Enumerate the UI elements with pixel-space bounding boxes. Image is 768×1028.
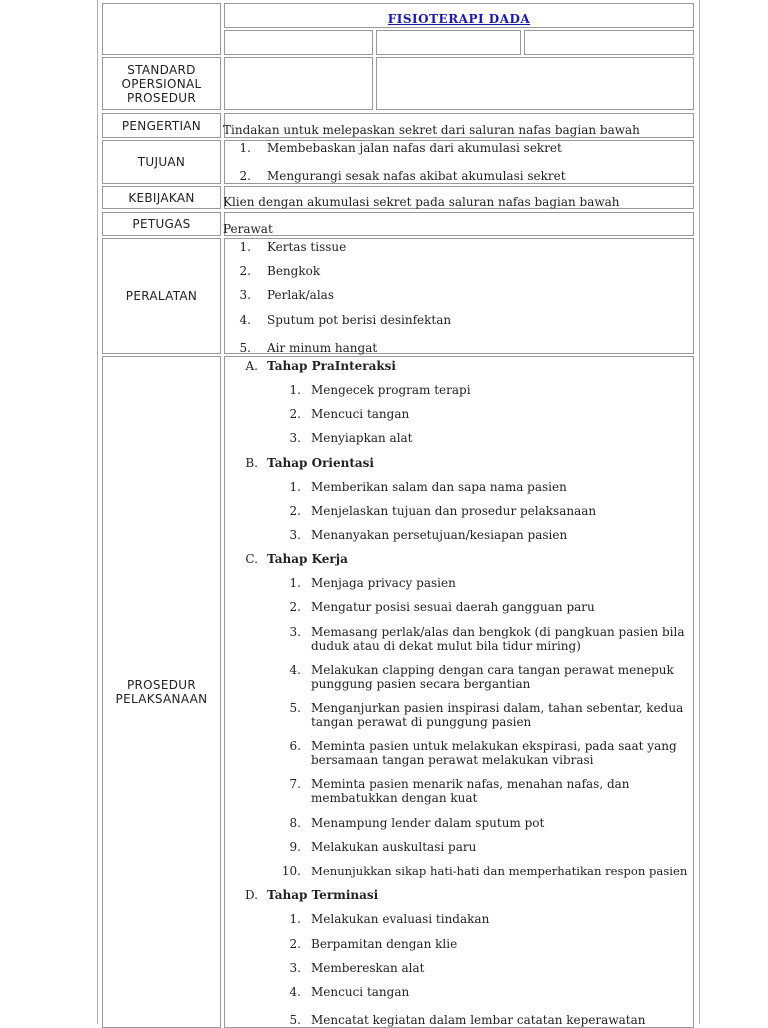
c-item-10: Menunjukkan sikap hati-hati dan memperhatikan respon pasien [311,864,688,878]
peralatan-num-5: 5. [239,341,251,355]
section-d-letter: D. [244,888,258,902]
header-subcell-3 [524,30,694,55]
d-item-3: Membereskan alat [311,961,425,975]
d-num-2: 2. [289,937,301,951]
c-num-8: 8. [289,816,301,830]
section-b-letter: B. [245,456,258,470]
b-num-2: 2. [289,504,301,518]
tujuan-cell [224,140,694,184]
d-item-2: Berpamitan dengan klie [311,937,458,951]
c-num-7: 7. [289,777,301,791]
kebijakan-text: Klien dengan akumulasi sekret pada saluran nafas bagian bawah [223,195,620,209]
c-item-5b: tangan perawat di punggung pasien [311,715,532,729]
sop-cell-2 [376,57,694,110]
document-title: FISIOTERAPI DADA [387,12,531,26]
peralatan-cell [224,238,694,354]
kebijakan-label-cell [102,186,221,209]
peralatan-item-1: Kertas tissue [267,240,347,254]
section-c-title: Tahap Kerja [267,552,348,566]
header-subcell-1 [224,30,373,55]
d-num-1: 1. [289,912,301,926]
prosedur-label-line1: PROSEDUR [127,678,196,692]
prosedur-cell [224,356,694,1028]
a-item-2: Mencuci tangan [311,407,410,421]
tujuan-label-cell [102,140,221,184]
c-item-3a: Memasang perlak/alas dan bengkok (di pangkuan pasien bila [311,625,685,639]
d-num-5: 5. [289,1013,301,1027]
c-item-6b: bersamaan tangan perawat melakukan vibrasi [311,753,594,767]
a-num-1: 1. [289,383,301,397]
a-item-3: Menyiapkan alat [311,431,413,445]
petugas-label-cell [102,212,221,236]
c-num-2: 2. [289,600,301,614]
sop-label-cell [102,57,221,110]
peralatan-item-2: Bengkok [267,264,321,278]
peralatan-item-5: Air minum hangat [267,341,378,355]
b-num-3: 3. [289,528,301,542]
a-item-1: Mengecek program terapi [311,383,471,397]
prosedur-label-cell [102,356,221,1028]
peralatan-num-1: 1. [239,240,251,254]
pengertian-cell [224,113,694,138]
sop-label-line2: OPERSIONAL [121,76,202,91]
kebijakan-cell [224,186,694,209]
b-item-2: Menjelaskan tujuan dan prosedur pelaksanaan [311,504,597,518]
pengertian-text: Tindakan untuk melepaskan sekret dari saluran nafas bagian bawah [223,123,640,137]
c-item-7a: Meminta pasien menarik nafas, menahan nafas, dan [311,777,630,791]
title-cell [224,3,694,28]
kebijakan-label: KEBIJAKAN [128,190,195,205]
b-num-1: 1. [289,480,301,494]
header-subcell-2 [376,30,521,55]
c-num-4: 4. [289,663,301,677]
prosedur-label-line2: PELAKSANAAN [115,692,208,706]
c-num-1: 1. [289,576,301,590]
d-num-4: 4. [289,985,301,999]
c-item-2: Mengatur posisi sesuai daerah gangguan paru [311,600,595,614]
tujuan-label: TUJUAN [137,155,186,169]
a-num-2: 2. [289,407,301,421]
c-num-10: 10. [281,864,301,878]
section-a-letter: A. [245,359,258,373]
c-num-6: 6. [289,739,301,753]
c-item-9: Melakukan auskultasi paru [311,840,477,854]
peralatan-num-2: 2. [239,264,251,278]
tujuan-item-1: Membebaskan jalan nafas dari akumulasi sekret [267,141,562,155]
document-page [97,0,700,1027]
tujuan-item-2: Mengurangi sesak nafas akibat akumulasi sekret [267,169,566,183]
c-num-9: 9. [289,840,301,854]
c-item-6a: Meminta pasien untuk melakukan ekspirasi, pada saat yang [311,739,677,753]
peralatan-label: PERALATAN [125,289,198,303]
d-item-1: Melakukan evaluasi tindakan [311,912,490,926]
section-c-letter: C. [245,552,258,566]
petugas-text: Perawat [223,222,273,236]
c-item-8: Menampung lender dalam sputum pot [311,816,545,830]
tujuan-num-1: 1. [239,141,251,155]
d-num-3: 3. [289,961,301,975]
header-left-cell [102,3,221,55]
peralatan-label-cell [102,238,221,354]
b-item-1: Memberikan salam dan sapa nama pasien [311,480,567,494]
sop-label-line1: STANDARD [127,62,196,77]
section-d-title: Tahap Terminasi [267,888,379,902]
c-item-1: Menjaga privacy pasien [311,576,456,590]
peralatan-item-3: Perlak/alas [267,288,334,302]
c-item-4a: Melakukan clapping dengan cara tangan perawat menepuk [311,663,674,677]
section-a-title: Tahap PraInteraksi [267,359,396,373]
tujuan-num-2: 2. [239,169,251,183]
petugas-cell [224,212,694,236]
c-num-5: 5. [289,701,301,715]
sop-cell-1 [224,57,373,110]
d-item-5: Mencatat kegiatan dalam lembar catatan keperawatan [311,1013,646,1027]
pengertian-label: PENGERTIAN [121,118,202,133]
peralatan-num-4: 4. [239,313,251,327]
c-num-3: 3. [289,625,301,639]
a-num-3: 3. [289,431,301,445]
peralatan-item-4: Sputum pot berisi desinfektan [267,313,452,327]
petugas-label: PETUGAS [132,217,191,231]
b-item-3: Menanyakan persetujuan/kesiapan pasien [311,528,568,542]
c-item-7b: membatukkan dengan kuat [311,791,478,805]
c-item-4b: punggung pasien secara bergantian [311,677,531,691]
sop-label-line3: PROSEDUR [127,90,196,105]
c-item-5a: Menganjurkan pasien inspirasi dalam, tahan sebentar, kedua [311,701,684,715]
d-item-4: Mencuci tangan [311,985,410,999]
peralatan-num-3: 3. [239,288,251,302]
c-item-3b: duduk atau di dekat mulut bila tidur miring) [311,639,581,653]
section-b-title: Tahap Orientasi [267,456,374,470]
pengertian-label-cell [102,113,221,138]
